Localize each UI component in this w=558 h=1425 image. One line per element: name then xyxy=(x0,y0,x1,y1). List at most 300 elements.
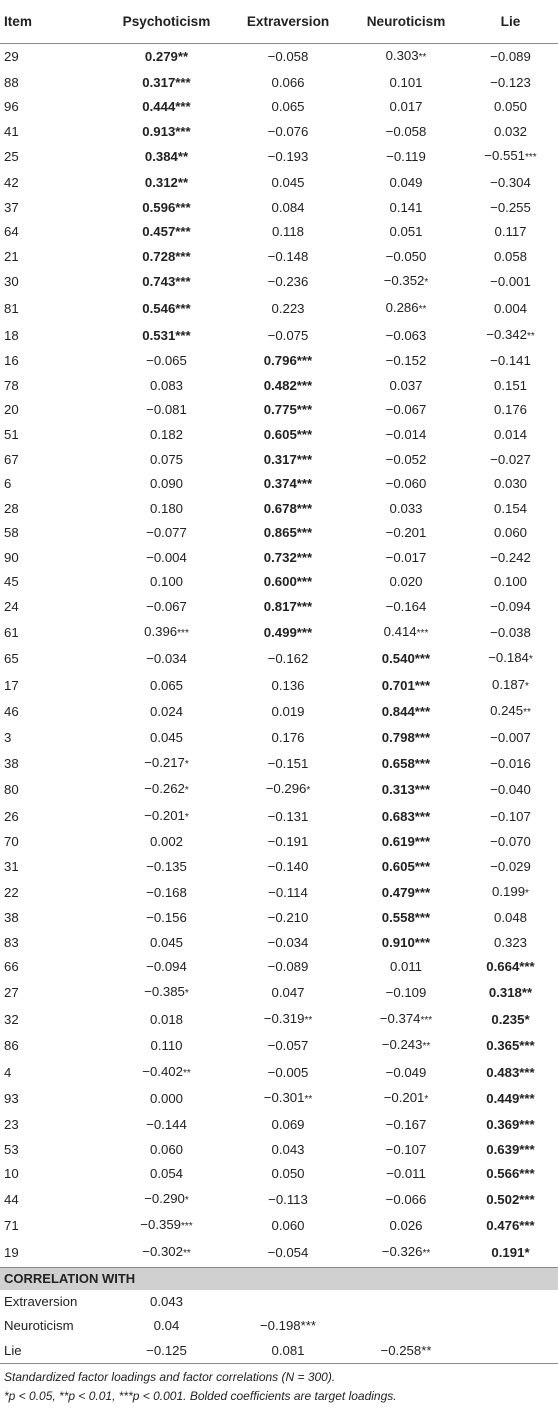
loading-value: −0.029 xyxy=(490,859,531,874)
loading-cell xyxy=(349,570,463,595)
loading-value: −0.067 xyxy=(385,402,427,418)
loading-cell xyxy=(463,1060,558,1087)
note-line: *p < 0.05, **p < 0.01, ***p < 0.001. Bolded coefficients are target loadings. xyxy=(4,1389,397,1404)
loading-value: 0.045 xyxy=(271,174,305,190)
loading-cell xyxy=(106,646,227,673)
loading-cell xyxy=(463,374,558,399)
loading-value: −0.114 xyxy=(268,884,308,900)
target-loading-value: 0.279 xyxy=(144,49,178,64)
loading-cell xyxy=(349,71,463,96)
target-loading-value: 0.844 xyxy=(381,704,415,720)
correlation-row xyxy=(0,1290,558,1315)
loading-cell xyxy=(106,1033,227,1060)
correlation-cell: −0.125 xyxy=(106,1339,227,1364)
target-loading-value: 0.605 xyxy=(381,859,415,874)
table-row xyxy=(0,448,558,473)
significance-stars: *** xyxy=(296,476,313,492)
loading-cell xyxy=(227,296,349,323)
loading-cell xyxy=(349,1060,463,1087)
loading-value: 0.396 xyxy=(144,623,178,639)
loading-cell xyxy=(106,95,227,120)
loading-value: −0.049 xyxy=(385,1064,427,1080)
item-number: 38 xyxy=(4,910,19,926)
significance-stars: *** xyxy=(296,574,313,590)
correlation-cell: 0.081 xyxy=(227,1339,349,1364)
significance-stars: ** xyxy=(521,984,533,1000)
loading-cell xyxy=(106,1162,227,1187)
loading-value: −0.034 xyxy=(267,934,309,950)
loading-value: 0.100 xyxy=(149,574,183,590)
significance-stars: ** xyxy=(177,174,189,190)
table-row xyxy=(0,620,558,647)
loading-value: −0.011 xyxy=(386,1166,426,1182)
loading-cell xyxy=(349,726,463,751)
loading-cell xyxy=(106,595,227,620)
loading-cell xyxy=(463,880,558,907)
table-row xyxy=(0,830,558,855)
significance-stars: * xyxy=(424,277,429,289)
loading-cell xyxy=(349,880,463,907)
correlation-row xyxy=(0,1339,558,1364)
significance-stars: *** xyxy=(414,859,431,874)
significance-stars: *** xyxy=(519,1191,535,1207)
loading-cell xyxy=(106,980,227,1007)
target-loading-value: 0.605 xyxy=(263,426,297,442)
loading-cell xyxy=(349,521,463,546)
loading-value: −0.156 xyxy=(146,910,187,926)
loading-cell xyxy=(106,1213,227,1240)
loading-cell xyxy=(106,570,227,595)
significance-stars: *** xyxy=(296,353,313,369)
target-loading-value: 0.728 xyxy=(142,248,176,264)
table-row xyxy=(0,269,558,296)
target-loading-value: 0.479 xyxy=(381,884,415,900)
loading-cell xyxy=(463,1138,558,1163)
loading-cell xyxy=(106,726,227,751)
significance-stars: ** xyxy=(523,707,531,719)
item-number: 70 xyxy=(4,834,19,850)
loading-value: 0.049 xyxy=(389,174,423,190)
loading-cell xyxy=(349,374,463,399)
item-number: 23 xyxy=(4,1116,19,1132)
target-loading-value: 0.312 xyxy=(144,174,178,190)
loading-cell xyxy=(463,144,558,171)
significance-stars: ** xyxy=(418,52,427,63)
loading-cell xyxy=(463,71,558,96)
loading-cell xyxy=(349,1187,463,1214)
loading-cell xyxy=(227,323,349,350)
item-number: 64 xyxy=(4,224,19,240)
loading-cell xyxy=(349,448,463,473)
target-loading-value: 0.369 xyxy=(486,1116,520,1132)
significance-stars: *** xyxy=(181,1221,193,1233)
loading-cell xyxy=(106,955,227,980)
target-loading-value: 0.317 xyxy=(263,451,297,467)
loading-cell xyxy=(227,521,349,546)
loading-value: 0.024 xyxy=(149,704,183,720)
loading-cell xyxy=(349,349,463,374)
loading-cell xyxy=(463,830,558,855)
item-number: 83 xyxy=(4,934,19,950)
table-row xyxy=(0,1240,558,1267)
correlation-cell: 0.043 xyxy=(149,1293,183,1309)
loading-cell xyxy=(463,546,558,571)
header-lie: Lie xyxy=(463,0,558,44)
loading-value: 0.014 xyxy=(493,426,527,442)
item-number: 96 xyxy=(4,99,19,115)
loading-cell xyxy=(106,171,227,196)
loading-value: 0.110 xyxy=(150,1038,183,1054)
loading-value: 0.084 xyxy=(271,199,305,215)
loading-cell xyxy=(463,595,558,620)
significance-stars: *** xyxy=(416,627,429,639)
loading-cell xyxy=(227,1060,349,1087)
table-row xyxy=(0,374,558,399)
item-number: 31 xyxy=(4,859,19,874)
loading-cell xyxy=(349,804,463,831)
loading-value: −0.094 xyxy=(490,599,531,615)
table-row xyxy=(0,980,558,1007)
item-number: 10 xyxy=(4,1166,19,1182)
loading-cell xyxy=(227,44,349,71)
loading-cell xyxy=(349,855,463,880)
loading-value: −0.107 xyxy=(490,808,531,824)
significance-stars: *** xyxy=(414,704,431,720)
table-row xyxy=(0,95,558,120)
item-number: 51 xyxy=(4,426,19,442)
table-row xyxy=(0,144,558,171)
loading-cell xyxy=(227,1162,349,1187)
loading-cell xyxy=(106,880,227,907)
significance-stars: *** xyxy=(175,74,191,90)
correlation-header-row xyxy=(0,1267,558,1290)
loading-cell xyxy=(349,269,463,296)
loading-cell xyxy=(227,880,349,907)
loading-cell xyxy=(349,777,463,804)
loading-value: 0.060 xyxy=(149,1141,183,1157)
loading-value: 0.060 xyxy=(493,525,527,541)
loading-cell xyxy=(349,906,463,931)
correlation-label: Neuroticism xyxy=(4,1318,74,1334)
item-number: 58 xyxy=(4,525,19,541)
loading-cell xyxy=(106,546,227,571)
loading-cell xyxy=(106,751,227,778)
target-loading-value: 0.743 xyxy=(142,274,176,290)
significance-stars: *** xyxy=(414,834,431,850)
target-loading-value: 0.318 xyxy=(488,984,522,1000)
loading-cell xyxy=(349,646,463,673)
loading-value: −0.296 xyxy=(265,781,307,797)
target-loading-value: 0.558 xyxy=(381,910,415,926)
loading-cell xyxy=(349,955,463,980)
loading-value: −0.385 xyxy=(144,983,185,999)
loading-value: 0.045 xyxy=(149,934,183,950)
item-number: 37 xyxy=(4,199,19,215)
loading-cell xyxy=(349,1007,463,1034)
table-row xyxy=(0,673,558,700)
loading-value: 0.045 xyxy=(149,730,183,746)
loading-value: 0.011 xyxy=(389,959,423,975)
correlation-row xyxy=(0,1314,558,1339)
target-loading-value: 0.619 xyxy=(381,834,415,850)
loading-cell xyxy=(463,1007,558,1034)
item-number: 21 xyxy=(4,248,19,264)
loading-value: −0.243 xyxy=(381,1037,423,1053)
header-neuroticism: Neuroticism xyxy=(349,0,463,44)
significance-stars: *** xyxy=(296,402,313,418)
loading-value: 0.026 xyxy=(389,1218,423,1234)
target-loading-value: 0.191 xyxy=(491,1244,525,1260)
loading-cell xyxy=(463,196,558,221)
loading-cell xyxy=(106,472,227,497)
table-row xyxy=(0,171,558,196)
loading-value: 0.065 xyxy=(271,99,305,115)
loading-cell xyxy=(349,1240,463,1267)
loading-value: 0.018 xyxy=(149,1011,183,1027)
loading-value: 0.414 xyxy=(383,623,417,639)
loading-value: −0.201 xyxy=(385,525,427,541)
significance-stars: *** xyxy=(519,1091,535,1107)
loading-cell xyxy=(463,448,558,473)
significance-stars: *** xyxy=(519,1166,535,1182)
item-number: 42 xyxy=(4,174,19,190)
loading-value: −0.201 xyxy=(383,1090,425,1106)
significance-stars: * xyxy=(524,1011,530,1027)
item-number: 65 xyxy=(4,651,19,667)
loading-value: −0.107 xyxy=(385,1141,427,1157)
loading-cell xyxy=(106,349,227,374)
loading-value: −0.352 xyxy=(383,273,425,289)
item-number: 88 xyxy=(4,74,19,90)
item-number: 28 xyxy=(4,500,19,516)
loading-cell xyxy=(227,71,349,96)
loading-cell xyxy=(106,830,227,855)
loading-cell xyxy=(463,323,558,350)
loading-cell xyxy=(227,374,349,399)
loading-cell xyxy=(227,855,349,880)
loading-cell xyxy=(349,931,463,956)
loading-value: −0.319 xyxy=(263,1010,305,1026)
loading-cell xyxy=(463,245,558,270)
significance-stars: *** xyxy=(414,884,431,900)
loading-value: −0.119 xyxy=(386,149,426,165)
loading-value: 0.051 xyxy=(389,224,423,240)
table-row xyxy=(0,423,558,448)
loading-value: 0.141 xyxy=(389,199,423,215)
item-number: 27 xyxy=(4,984,19,1000)
loading-value: −0.004 xyxy=(146,549,187,565)
target-loading-value: 0.502 xyxy=(486,1191,520,1207)
correlation-cell xyxy=(349,1314,463,1339)
significance-stars: *** xyxy=(414,755,431,771)
correlation-cell: −0.198*** xyxy=(259,1318,317,1334)
loading-cell xyxy=(227,220,349,245)
loading-cell xyxy=(349,323,463,350)
loading-cell xyxy=(463,220,558,245)
table-row xyxy=(0,751,558,778)
significance-stars: * xyxy=(184,758,189,770)
loading-cell xyxy=(463,646,558,673)
loading-cell xyxy=(106,906,227,931)
loading-cell xyxy=(463,620,558,647)
item-number: 29 xyxy=(4,49,19,64)
loading-cell xyxy=(463,1086,558,1113)
loading-value: −0.326 xyxy=(381,1243,423,1259)
loading-value: 0.101 xyxy=(389,74,423,90)
loading-cell xyxy=(106,777,227,804)
item-number: 25 xyxy=(4,149,19,165)
loading-value: 0.050 xyxy=(271,1166,305,1182)
loading-cell xyxy=(349,296,463,323)
significance-stars: *** xyxy=(414,934,431,950)
target-loading-value: 0.317 xyxy=(142,74,176,90)
significance-stars: *** xyxy=(519,1218,535,1234)
table-row xyxy=(0,349,558,374)
loading-value: 0.050 xyxy=(493,99,527,115)
loading-cell xyxy=(349,120,463,145)
loading-cell xyxy=(106,71,227,96)
significance-stars: ** xyxy=(418,303,427,315)
table-row xyxy=(0,1187,558,1214)
target-loading-value: 0.566 xyxy=(486,1166,520,1182)
loading-cell xyxy=(106,220,227,245)
target-loading-value: 0.910 xyxy=(381,934,415,950)
significance-stars: *** xyxy=(420,1014,433,1026)
target-loading-value: 0.865 xyxy=(263,525,297,541)
target-loading-value: 0.483 xyxy=(486,1064,520,1080)
loading-cell xyxy=(463,1240,558,1267)
loading-value: 0.017 xyxy=(389,99,423,115)
item-number: 38 xyxy=(4,755,19,771)
loading-cell xyxy=(106,1060,227,1087)
loading-value: −0.067 xyxy=(146,599,187,615)
loading-cell xyxy=(463,980,558,1007)
loading-value: −0.242 xyxy=(490,549,531,565)
target-loading-value: 0.683 xyxy=(381,808,415,824)
significance-stars: *** xyxy=(175,123,191,139)
correlation-cell xyxy=(227,1290,349,1315)
loading-value: −0.001 xyxy=(490,274,531,290)
loading-cell xyxy=(227,497,349,522)
loading-value: 0.020 xyxy=(389,574,423,590)
target-loading-value: 0.540 xyxy=(381,651,415,667)
loading-cell xyxy=(227,1113,349,1138)
loading-cell xyxy=(463,1162,558,1187)
loading-cell xyxy=(349,1033,463,1060)
target-loading-value: 0.701 xyxy=(381,677,415,693)
loading-value: 0.075 xyxy=(149,451,183,467)
loading-value: −0.038 xyxy=(490,624,531,640)
significance-stars: ** xyxy=(177,49,189,64)
loading-cell xyxy=(463,423,558,448)
significance-stars: ** xyxy=(177,149,189,165)
loading-cell xyxy=(227,1033,349,1060)
loading-value: −0.109 xyxy=(385,984,427,1000)
loading-value: −0.054 xyxy=(267,1244,309,1260)
table-row xyxy=(0,296,558,323)
significance-stars: ** xyxy=(422,1041,431,1053)
loading-cell xyxy=(349,546,463,571)
item-number: 30 xyxy=(4,274,19,290)
loading-value: −0.040 xyxy=(490,782,531,798)
significance-stars: * xyxy=(525,680,529,692)
loading-cell xyxy=(106,931,227,956)
loading-value: −0.255 xyxy=(490,199,531,215)
loading-cell xyxy=(349,1113,463,1138)
loading-value: −0.301 xyxy=(263,1090,305,1106)
loading-value: 0.187 xyxy=(492,676,526,692)
loading-value: 0.019 xyxy=(271,704,305,720)
loading-cell xyxy=(106,44,227,71)
table-row xyxy=(0,71,558,96)
loading-value: 0.245 xyxy=(490,703,524,719)
loading-value: −0.168 xyxy=(146,884,187,900)
item-number: 90 xyxy=(4,549,19,565)
target-loading-value: 0.664 xyxy=(486,959,520,975)
significance-stars: *** xyxy=(296,426,313,442)
target-loading-value: 0.499 xyxy=(263,624,297,640)
loading-cell xyxy=(227,570,349,595)
loading-cell xyxy=(349,44,463,71)
loading-cell xyxy=(227,804,349,831)
table-row xyxy=(0,570,558,595)
loading-value: −0.007 xyxy=(490,730,531,746)
significance-stars: ** xyxy=(304,1094,313,1106)
loading-cell xyxy=(227,1187,349,1214)
correlation-title: CORRELATION WITH xyxy=(0,1267,558,1290)
significance-stars: *** xyxy=(414,808,431,824)
item-number: 45 xyxy=(4,574,19,590)
target-loading-value: 0.817 xyxy=(263,599,297,615)
significance-stars: *** xyxy=(175,300,191,316)
loading-cell xyxy=(349,830,463,855)
significance-stars: *** xyxy=(414,651,431,667)
loading-value: −0.193 xyxy=(267,149,309,165)
loading-value: −0.066 xyxy=(385,1191,427,1207)
significance-stars: ** xyxy=(304,1014,313,1026)
significance-stars: ** xyxy=(182,1247,191,1259)
loading-cell xyxy=(227,699,349,726)
loading-cell xyxy=(106,374,227,399)
loading-cell xyxy=(106,398,227,423)
significance-stars: * xyxy=(306,785,311,797)
loading-value: −0.302 xyxy=(142,1243,183,1259)
table-row xyxy=(0,120,558,145)
item-number: 71 xyxy=(4,1218,19,1234)
loading-cell xyxy=(463,955,558,980)
loading-cell xyxy=(463,171,558,196)
loading-cell xyxy=(227,269,349,296)
loading-cell xyxy=(106,323,227,350)
item-number: 22 xyxy=(4,884,19,900)
loading-cell xyxy=(349,171,463,196)
loading-cell xyxy=(463,751,558,778)
item-number: 18 xyxy=(4,327,19,343)
loading-cell xyxy=(227,398,349,423)
loading-cell xyxy=(463,855,558,880)
table-row xyxy=(0,777,558,804)
target-loading-value: 0.678 xyxy=(263,500,297,516)
loading-value: 0.176 xyxy=(271,730,305,746)
significance-stars: * xyxy=(424,1094,429,1106)
significance-stars: *** xyxy=(296,377,313,393)
loading-value: −0.217 xyxy=(144,754,185,770)
loading-cell xyxy=(463,398,558,423)
loading-value: 0.054 xyxy=(149,1166,183,1182)
significance-stars: *** xyxy=(519,959,535,975)
loading-value: 0.151 xyxy=(493,377,527,393)
table-row xyxy=(0,595,558,620)
